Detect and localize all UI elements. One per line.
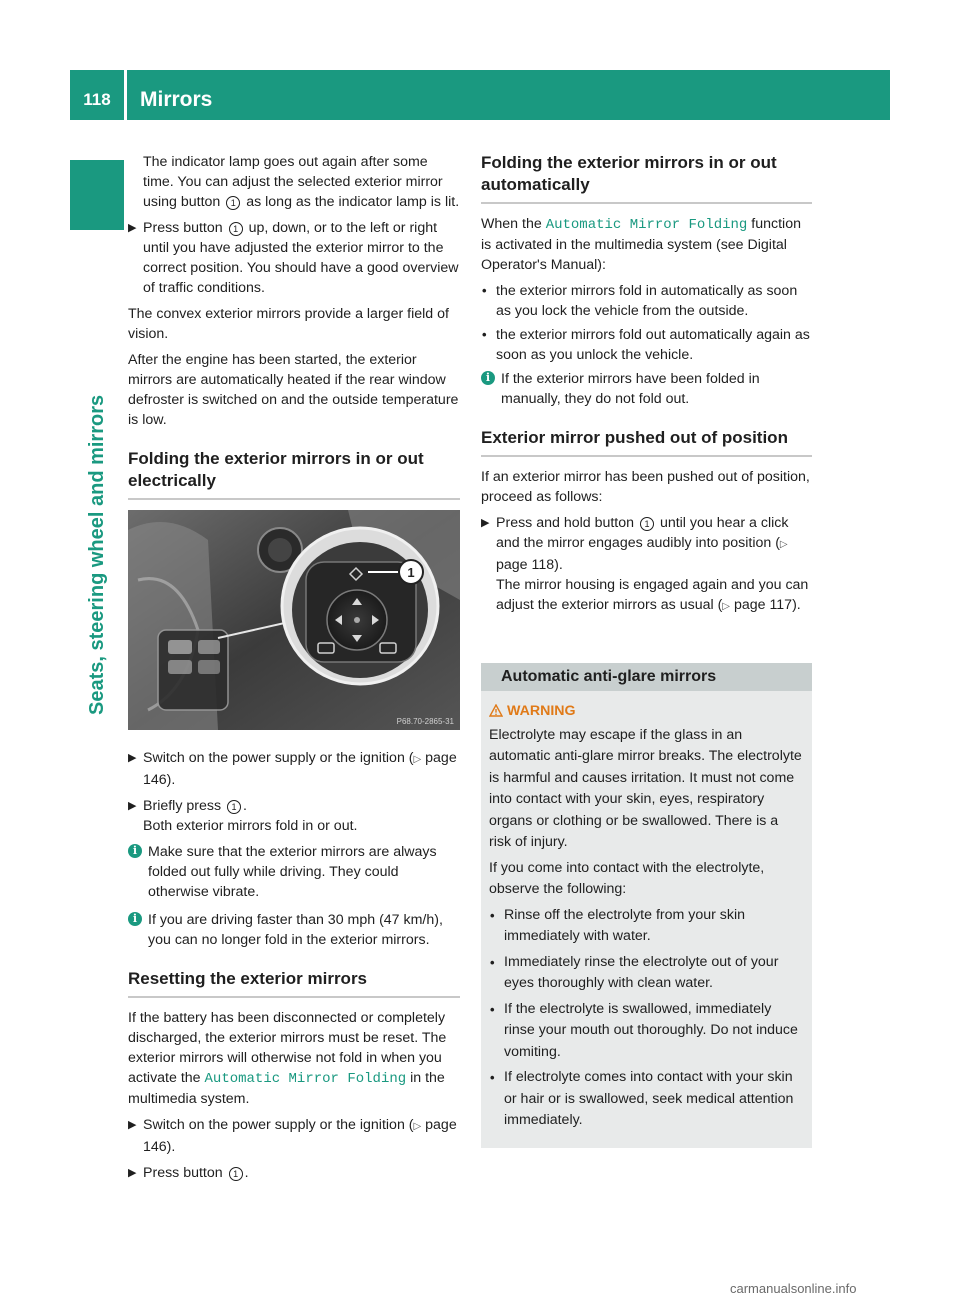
auto-paragraph: [481, 214, 812, 275]
figure-code: P68.70-2865-31: [396, 717, 454, 726]
page-ref-icon: ▷: [779, 539, 788, 550]
heading-anti-glare: Automatic anti-glare mirrors: [481, 663, 812, 691]
footer-watermark: carmanualsonline.info: [730, 1281, 857, 1296]
step-reset-press-button: [128, 1163, 460, 1183]
list-item-text: the exterior mirrors fold in automatically as soon as you lock the vehicle from the outside.: [496, 283, 798, 319]
step-text: Switch on the power supply or the ignition (: [143, 1117, 414, 1133]
page-ref-link[interactable]: page 117).: [733, 597, 801, 613]
info-icon: i: [481, 371, 495, 385]
note-manual-fold: [481, 369, 812, 409]
page-ref-icon: ▷: [722, 601, 730, 612]
page-ref-icon: ▷: [413, 1121, 422, 1132]
page-title: Mirrors: [140, 88, 213, 111]
info-icon: i: [128, 912, 142, 926]
info-icon: i: [128, 844, 142, 858]
step-reset-ignition: [128, 1115, 460, 1157]
step-arrow-icon: ▶: [128, 1167, 137, 1179]
note-speed: [128, 910, 460, 950]
step-arrow-icon: ▶: [128, 222, 137, 234]
list-item: [489, 999, 804, 1064]
door-panel-illustration: [128, 510, 460, 730]
bullet-icon: •: [490, 1001, 495, 1017]
bullet-icon: •: [490, 1070, 495, 1085]
list-item-text: If electrolyte comes into contact with your skin or hair or is swallowed, seek medical attention immediately.: [504, 1069, 794, 1128]
warning-paragraph: If you come into contact with the electrolyte, observe the following:: [489, 859, 765, 897]
list-item: [481, 325, 812, 365]
list-item-text: Immediately rinse the electrolyte out of your eyes thoroughly with clean water.: [504, 953, 779, 991]
list-item-text: Rinse off the electrolyte from your skin immediately with water.: [504, 906, 746, 944]
step-text: Briefly press: [143, 798, 222, 814]
chapter-tab: [70, 160, 124, 230]
left-column: [128, 152, 460, 1189]
button-1-symbol: 1: [229, 222, 243, 236]
menu-function-code: Automatic Mirror Folding: [204, 1071, 407, 1087]
list-item: [489, 1067, 804, 1132]
auto-text-b: function is activated in the multimedia system (see Digital Operator's Manual):: [481, 216, 801, 273]
button-1-symbol: 1: [229, 1167, 243, 1181]
list-item-text: the exterior mirrors fold out automatically again as soon as you unlock the vehicle.: [496, 327, 810, 363]
button-1-symbol: 1: [640, 517, 654, 531]
list-item: [481, 281, 812, 321]
figure-callout-1: 1: [407, 565, 415, 580]
mirror-switch-figure: [128, 510, 460, 730]
reset-text-b: in the multimedia system.: [128, 1070, 445, 1107]
note-folded-out: [128, 842, 460, 902]
list-item: [489, 952, 804, 995]
pushed-paragraph: If an exterior mirror has been pushed out of position, proceed as follows:: [481, 469, 810, 505]
step-press-and-hold: [481, 513, 812, 617]
step-press-button: [128, 218, 460, 298]
step-result: The mirror housing is engaged again and you can adjust the exterior mirrors as usual (: [496, 577, 809, 613]
page-ref-link[interactable]: page 118).: [496, 557, 563, 573]
warning-triangle-icon: [489, 704, 503, 717]
intro-text-a: The indicator lamp goes out again after some time. You can adjust the selected exterior mirror using button: [143, 154, 443, 210]
heading-resetting: Resetting the exterior mirrors: [128, 968, 460, 998]
page-ref-link[interactable]: page 146).: [143, 1117, 457, 1155]
warning-title-text: WARNING: [507, 703, 576, 719]
heading-pushed-out: Exterior mirror pushed out of position: [481, 427, 812, 457]
intro-text-b: as long as the indicator lamp is lit.: [246, 194, 460, 210]
list-item: [489, 905, 804, 948]
auto-text-a: When the: [481, 216, 542, 232]
right-column: [481, 152, 812, 1148]
bullet-icon: •: [490, 907, 495, 923]
step-arrow-icon: ▶: [128, 800, 137, 812]
list-item-text: If the electrolyte is swallowed, immediately rinse your mouth out thoroughly. Do not induce vomiting.: [504, 1000, 798, 1060]
step-text: until you hear a click and the mirror engages audibly into position (: [496, 515, 789, 551]
page-ref-icon: ▷: [413, 754, 422, 765]
step-text: .: [243, 798, 247, 814]
reset-paragraph: [128, 1008, 460, 1109]
warning-box: [481, 691, 812, 1148]
step-text: Press button: [143, 220, 223, 236]
note-text: If the exterior mirrors have been folded in manually, they do not fold out.: [501, 371, 760, 407]
bullet-icon: •: [482, 283, 487, 298]
warning-title: [489, 701, 804, 723]
note-text: If you are driving faster than 30 mph (47 km/h), you can no longer fold in the exterior mirrors.: [148, 912, 443, 948]
note-text: Make sure that the exterior mirrors are always folded out fully while driving. They could otherwise vibrate.: [148, 844, 437, 900]
heated-paragraph: After the engine has been started, the exterior mirrors are automatically heated if the rear window defroster is switched on and the outside temperature is low.: [128, 352, 459, 428]
step-arrow-icon: ▶: [128, 1119, 137, 1131]
step-text: Press and hold button: [496, 515, 635, 531]
step-arrow-icon: ▶: [128, 752, 137, 764]
menu-function-code: Automatic Mirror Folding: [545, 217, 748, 233]
step-text: Press button: [143, 1165, 223, 1181]
step-text: .: [244, 1165, 249, 1181]
button-1-symbol: 1: [227, 800, 241, 814]
step-switch-on-ignition: [128, 748, 460, 790]
bullet-icon: •: [490, 954, 495, 970]
step-arrow-icon: ▶: [481, 517, 490, 529]
chapter-label: Seats, steering wheel and mirrors: [86, 394, 108, 715]
bullet-icon: •: [482, 327, 487, 342]
button-1-symbol: 1: [226, 196, 240, 210]
step-briefly-press: [128, 796, 460, 836]
header-divider: [124, 70, 127, 120]
heading-folding-automatically: Folding the exterior mirrors in or out automatically: [481, 152, 812, 204]
page-number: 118: [83, 90, 111, 109]
page-ref-link[interactable]: page 146).: [143, 750, 457, 788]
step-text: Switch on the power supply or the ignition (: [143, 750, 414, 766]
step-result: Both exterior mirrors fold in or out.: [143, 818, 358, 834]
step-text: up, down, or to the left or right until you have adjusted the exterior mirror to the correct position. You should have a good overview of traffic conditions.: [143, 220, 459, 296]
heading-folding-electrically: Folding the exterior mirrors in or out electrically: [128, 448, 460, 500]
reset-text-a: If the battery has been disconnected or completely discharged, the exterior mirrors must be reset. The exterior mirrors will otherwise not fold in when you activate the: [128, 1010, 447, 1086]
convex-paragraph: The convex exterior mirrors provide a larger field of vision.: [128, 306, 449, 342]
anti-glare-section: [481, 663, 812, 1148]
intro-paragraph: [128, 152, 460, 212]
warning-paragraph: Electrolyte may escape if the glass in an automatic anti-glare mirror breaks. The electrolyte is harmful and causes irritation. It must not come into contact with your skin, eyes, respiratory organs or clothing or be swallowed. There is a risk of injury.: [489, 726, 802, 850]
